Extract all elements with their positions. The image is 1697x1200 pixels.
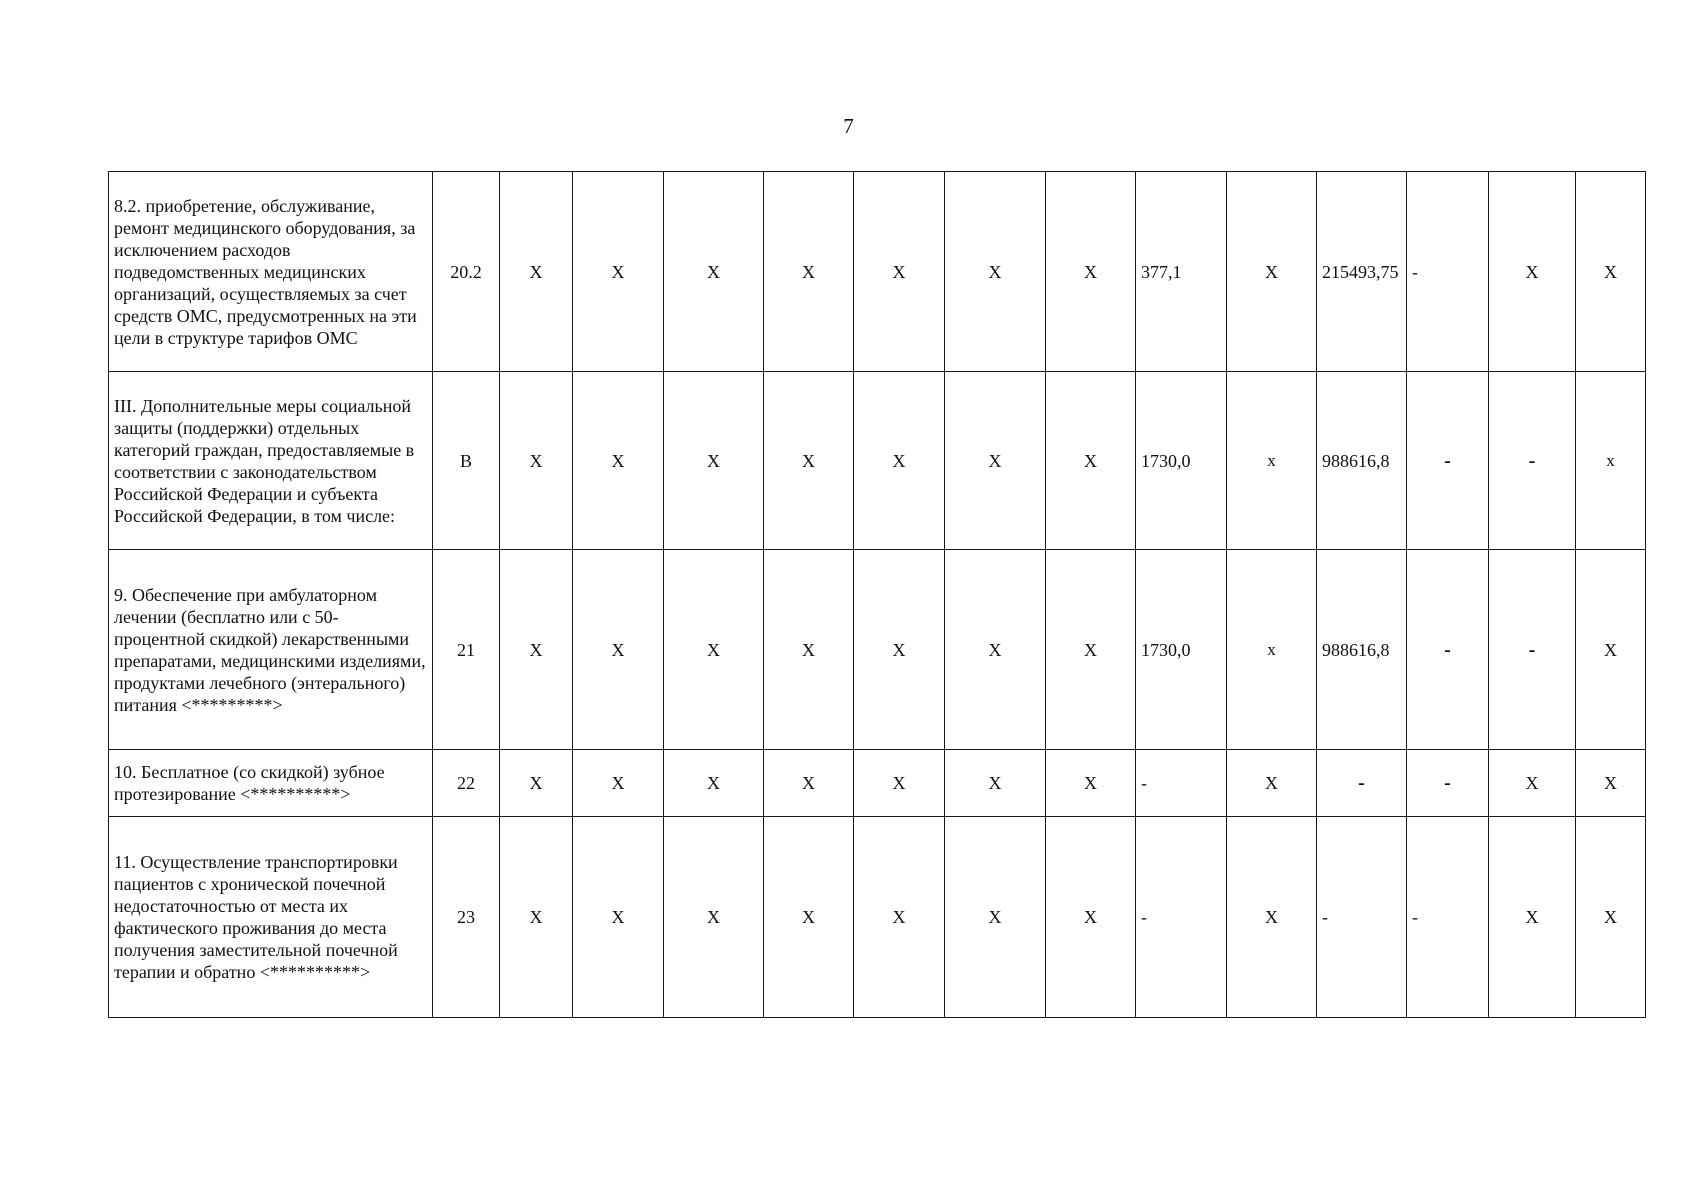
cell-col4: X bbox=[764, 372, 854, 550]
cell-col13: X bbox=[1576, 750, 1646, 817]
cell-col12: X bbox=[1489, 172, 1576, 372]
data-table bbox=[108, 171, 1646, 1018]
cell-col1: X bbox=[500, 750, 573, 817]
cell-col7: X bbox=[1046, 372, 1136, 550]
cell-col1: X bbox=[500, 817, 573, 1018]
cell-col10: 988616,8 bbox=[1317, 550, 1407, 750]
cell-col3: X bbox=[664, 550, 764, 750]
row-description: 9. Обеспечение при амбулаторном лечении (бесплатно или с 50-процентной скидкой) лекарственными препаратами, медицинскими изделиями, продуктами лечебного (энтерального) питания <*********> bbox=[109, 550, 433, 750]
cell-col6: X bbox=[945, 750, 1046, 817]
table-row bbox=[109, 550, 1646, 750]
table-row bbox=[109, 172, 1646, 372]
row-description: III. Дополнительные меры социальной защиты (поддержки) отдельных категорий граждан, предоставляемые в соответствии с законодательством Российской Федерации и субъекта Российской Федерации, в том числе: bbox=[109, 372, 433, 550]
cell-col8: 377,1 bbox=[1136, 172, 1227, 372]
cell-col10-value: 215493,75 bbox=[1322, 261, 1399, 282]
cell-col2: X bbox=[573, 372, 664, 550]
cell-col2: X bbox=[573, 817, 664, 1018]
row-code: 22 bbox=[433, 750, 500, 817]
page-number: 7 bbox=[843, 114, 854, 138]
cell-col13: X bbox=[1576, 172, 1646, 372]
cell-col4: X bbox=[764, 172, 854, 372]
cell-col5: X bbox=[854, 550, 945, 750]
cell-col13: х bbox=[1576, 372, 1646, 550]
cell-col5: X bbox=[854, 172, 945, 372]
cell-col4: X bbox=[764, 550, 854, 750]
cell-col3: X bbox=[664, 372, 764, 550]
cell-col2: X bbox=[573, 172, 664, 372]
cell-col10: 988616,8 bbox=[1317, 372, 1407, 550]
cell-col8: 1730,0 bbox=[1136, 372, 1227, 550]
cell-col8: - bbox=[1136, 817, 1227, 1018]
cell-col7: X bbox=[1046, 817, 1136, 1018]
cell-col10: - bbox=[1317, 817, 1407, 1018]
cell-col12: X bbox=[1489, 817, 1576, 1018]
cell-col11: - bbox=[1407, 372, 1489, 550]
cell-col12: - bbox=[1489, 372, 1576, 550]
row-code: 20.2 bbox=[433, 172, 500, 372]
cell-col3: X bbox=[664, 750, 764, 817]
row-code: 21 bbox=[433, 550, 500, 750]
cell-col9: X bbox=[1227, 172, 1317, 372]
cell-col2: X bbox=[573, 750, 664, 817]
table-row bbox=[109, 750, 1646, 817]
cell-col1: X bbox=[500, 372, 573, 550]
cell-col7: X bbox=[1046, 550, 1136, 750]
cell-col4: X bbox=[764, 750, 854, 817]
cell-col10 bbox=[1317, 172, 1407, 372]
cell-col2: X bbox=[573, 550, 664, 750]
cell-col8: 1730,0 bbox=[1136, 550, 1227, 750]
cell-col11: - bbox=[1407, 817, 1489, 1018]
cell-col6: X bbox=[945, 172, 1046, 372]
cell-col7: X bbox=[1046, 172, 1136, 372]
row-description: 11. Осуществление транспортировки пациентов с хронической почечной недостаточностью от места их фактического проживания до места получения заместительной почечной терапии и обратно <**********> bbox=[109, 817, 433, 1018]
row-code: 23 bbox=[433, 817, 500, 1018]
cell-col12: X bbox=[1489, 750, 1576, 817]
cell-col1: X bbox=[500, 550, 573, 750]
cell-col6: X bbox=[945, 372, 1046, 550]
cell-col13: X bbox=[1576, 817, 1646, 1018]
cell-col5: X bbox=[854, 817, 945, 1018]
row-code: В bbox=[433, 372, 500, 550]
row-description: 8.2. приобретение, обслуживание, ремонт медицинского оборудования, за исключением расходов подведомственных медицинских организаций, осуществляемых за счет средств ОМС, предусмотренных на эти цели в структуре тарифов ОМС bbox=[109, 172, 433, 372]
cell-col11: - bbox=[1407, 172, 1489, 372]
cell-col9: х bbox=[1227, 372, 1317, 550]
cell-col11: - bbox=[1407, 550, 1489, 750]
cell-col10: - bbox=[1317, 750, 1407, 817]
cell-col12: - bbox=[1489, 550, 1576, 750]
cell-col11: - bbox=[1407, 750, 1489, 817]
cell-col5: X bbox=[854, 750, 945, 817]
cell-col3: X bbox=[664, 817, 764, 1018]
cell-col9: X bbox=[1227, 817, 1317, 1018]
cell-col4: X bbox=[764, 817, 854, 1018]
cell-col9: х bbox=[1227, 550, 1317, 750]
cell-col7: X bbox=[1046, 750, 1136, 817]
cell-col3: X bbox=[664, 172, 764, 372]
cell-col6: X bbox=[945, 817, 1046, 1018]
cell-col13: X bbox=[1576, 550, 1646, 750]
cell-col5: X bbox=[854, 372, 945, 550]
table-row bbox=[109, 817, 1646, 1018]
table-row bbox=[109, 372, 1646, 550]
cell-col6: X bbox=[945, 550, 1046, 750]
cell-col9: X bbox=[1227, 750, 1317, 817]
row-description: 10. Бесплатное (со скидкой) зубное протезирование <**********> bbox=[109, 750, 433, 817]
cell-col1: X bbox=[500, 172, 573, 372]
cell-col8: - bbox=[1136, 750, 1227, 817]
